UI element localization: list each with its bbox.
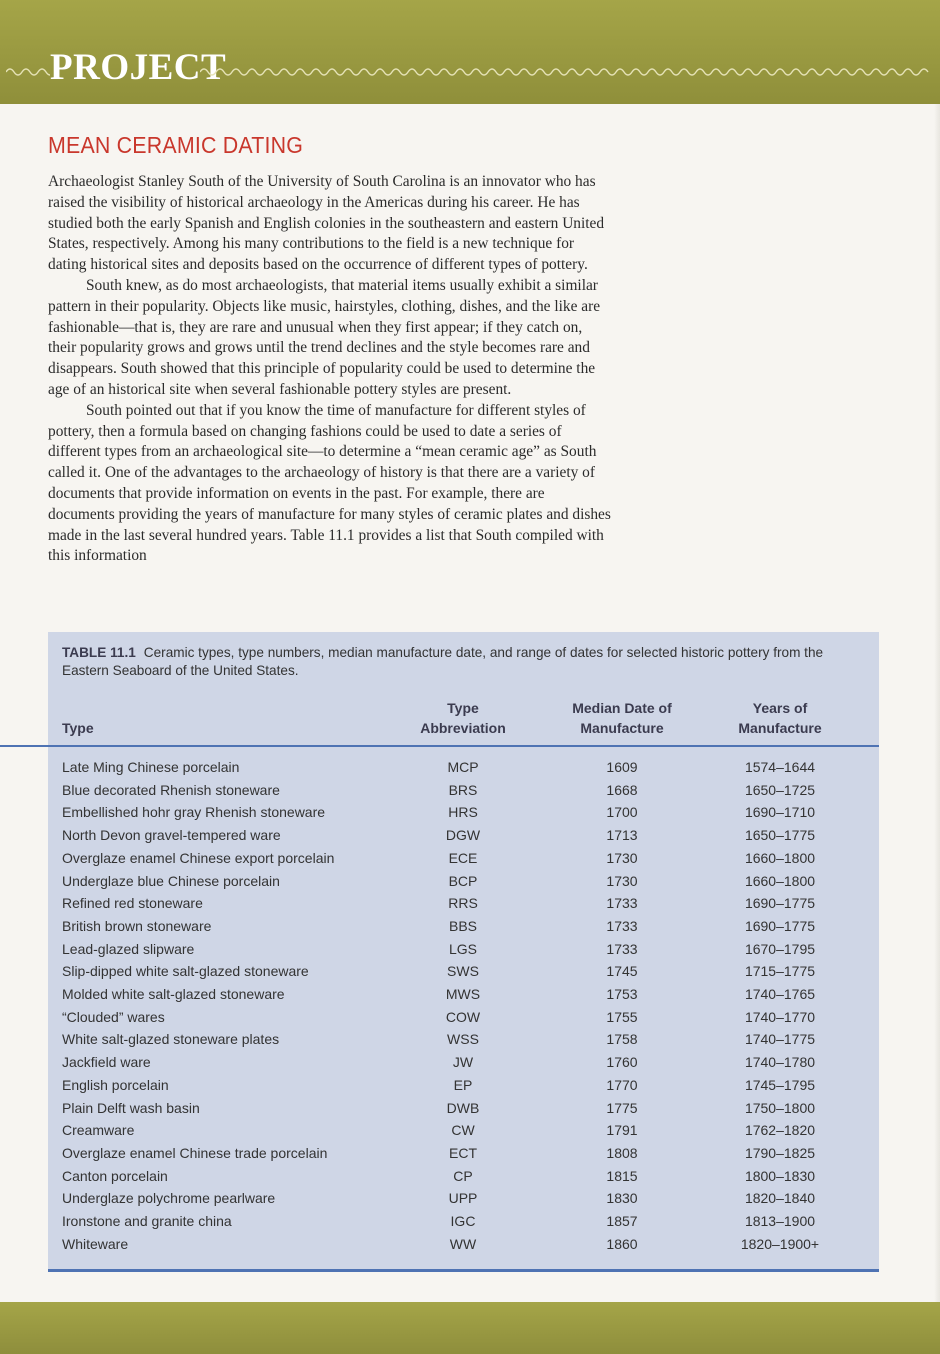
cell-median-date: 1755: [606, 1008, 638, 1025]
cell-years: 1660–1800: [744, 872, 816, 889]
cell-type: Jackfield ware: [62, 1054, 151, 1071]
table-bottom-rule: [48, 1269, 879, 1272]
cell-years: 1813–1900: [744, 1213, 816, 1229]
paragraph-1: Archaeologist Stanley South of the University of South Carolina is an innovator who has raised the visibility of historical archaeology in the Americas during his career. He has studied both the early Spanish and English colonies in the southeastern and eastern United States, respectively. Among his many contributions to the field is a new technique for dating historical sites and deposits based on the occurrence of different types of pottery.: [48, 173, 605, 274]
cell-abbreviation: BRS: [448, 781, 478, 798]
cell-years: 1740–1770: [744, 1008, 816, 1025]
cell-type: White salt-glazed stoneware plates: [62, 1031, 280, 1048]
cell-median-date: 1713: [606, 827, 638, 844]
table-row: [62, 960, 862, 982]
cell-years: 1745–1795: [744, 1076, 816, 1093]
cell-type: Molded white salt-glazed stoneware: [62, 986, 285, 1002]
table-row: [62, 756, 862, 778]
table-row: [62, 1165, 862, 1187]
cell-median-date: 1758: [606, 1031, 638, 1048]
header-abbreviation-line2: Abbreviation: [420, 720, 506, 736]
table-row: [62, 1006, 862, 1028]
cell-abbreviation: BBS: [448, 917, 477, 934]
cell-median-date: 1745: [606, 963, 638, 980]
cell-abbreviation: ECT: [449, 1144, 477, 1161]
header-band: [0, 0, 940, 104]
header-years-line1: Years of: [752, 700, 808, 716]
table-row: [62, 847, 862, 869]
cell-type: Refined red stoneware: [62, 895, 203, 912]
cell-median-date: 1700: [606, 804, 638, 821]
table-row: [62, 1119, 862, 1141]
cell-type: Creamware: [62, 1122, 135, 1139]
cell-abbreviation: BCP: [448, 872, 478, 889]
cell-abbreviation: HRS: [448, 804, 478, 821]
cell-abbreviation: CP: [453, 1167, 473, 1184]
cell-abbreviation: JW: [452, 1054, 474, 1071]
cell-type: Ironstone and granite china: [62, 1213, 232, 1229]
cell-years: 1762–1820: [744, 1122, 816, 1139]
cell-abbreviation: SWS: [447, 963, 479, 980]
cell-years: 1820–1840: [744, 1190, 816, 1207]
table-row: [62, 938, 862, 960]
cell-abbreviation: COW: [445, 1008, 481, 1025]
table-row: [62, 1097, 862, 1119]
cell-type: Canton porcelain: [62, 1167, 168, 1184]
cell-median-date: 1770: [606, 1076, 638, 1093]
cell-median-date: 1830: [606, 1190, 638, 1207]
table-row: [62, 983, 862, 1005]
footer-band: [0, 1302, 940, 1354]
cell-years: 1820–1900+: [740, 1235, 820, 1252]
cell-abbreviation: RRS: [448, 895, 478, 912]
table-row: [62, 1233, 862, 1255]
cell-median-date: 1857: [606, 1213, 638, 1229]
cell-abbreviation: WSS: [447, 1031, 479, 1048]
cell-abbreviation: DGW: [445, 827, 481, 844]
paragraph-2: South knew, as do most archaeologists, that material items usually exhibit a similar pattern in their popularity. Objects like music, hairstyles, clothing, dishes, and the like are fashionable—that is, they are rare and unusual when they first appear; if they catch on, their popularity grows and grows until the trend declines and the style becomes rare and disappears. South showed that this principle of popularity could be used to determine the age of an historical site when several fashionable pottery styles are present.: [48, 276, 601, 398]
cell-median-date: 1815: [606, 1167, 638, 1184]
table-caption-text: Ceramic types, type numbers, median manufacture date, and range of dates for selected historic pottery from the Eastern Seaboard of the United States.: [62, 645, 824, 678]
table-row: [62, 779, 862, 801]
table-row: [62, 892, 862, 914]
cell-years: 1800–1830: [744, 1167, 816, 1184]
cell-type: Slip-dipped white salt-glazed stoneware: [62, 963, 309, 980]
header-years-line2: Manufacture: [738, 720, 822, 736]
cell-type: English porcelain: [62, 1076, 169, 1093]
cell-abbreviation: MCP: [447, 759, 479, 775]
cell-type: North Devon gravel-tempered ware: [62, 827, 281, 844]
cell-abbreviation: UPP: [448, 1190, 478, 1207]
cell-years: 1660–1800: [744, 849, 816, 866]
cell-median-date: 1609: [606, 759, 638, 775]
cell-type: Late Ming Chinese porcelain: [62, 759, 240, 775]
cell-years: 1750–1800: [744, 1099, 816, 1116]
table-row: [62, 824, 862, 846]
cell-type: Overglaze enamel Chinese export porcelain: [62, 849, 335, 866]
cell-median-date: 1760: [606, 1054, 638, 1071]
article-title: MEAN CERAMIC DATING: [48, 132, 304, 158]
cell-median-date: 1668: [606, 781, 638, 798]
table-label: TABLE 11.1: [62, 645, 136, 660]
table-row: [62, 915, 862, 937]
cell-abbreviation: DWB: [446, 1099, 480, 1116]
page-edge-shadow: [934, 104, 940, 1302]
table-caption: [62, 644, 862, 680]
table-row: [62, 1051, 862, 1073]
cell-type: Underglaze blue Chinese porcelain: [62, 872, 280, 889]
cell-years: 1650–1775: [744, 827, 816, 844]
cell-median-date: 1733: [606, 940, 638, 957]
cell-type: Lead-glazed slipware: [62, 940, 195, 957]
cell-type: Embellished hohr gray Rhenish stoneware: [62, 804, 326, 821]
cell-years: 1690–1775: [744, 895, 816, 912]
cell-years: 1740–1765: [744, 986, 816, 1002]
cell-years: 1790–1825: [744, 1144, 816, 1161]
header-squiggle-left: [6, 60, 50, 80]
cell-type: British brown stoneware: [62, 917, 212, 934]
cell-type: Whiteware: [62, 1235, 129, 1252]
cell-years: 1740–1780: [744, 1054, 816, 1071]
cell-years: 1690–1775: [744, 917, 816, 934]
cell-years: 1650–1725: [744, 781, 816, 798]
article-body: [48, 172, 614, 567]
table-row: [62, 801, 862, 823]
cell-years: 1715–1775: [744, 963, 816, 980]
cell-years: 1740–1775: [744, 1031, 816, 1048]
cell-median-date: 1730: [606, 872, 638, 889]
cell-median-date: 1860: [606, 1235, 638, 1252]
cell-abbreviation: EP: [453, 1076, 473, 1093]
table-row: [62, 1210, 862, 1232]
table-row: [62, 1187, 862, 1209]
cell-median-date: 1753: [606, 986, 638, 1002]
cell-abbreviation: CW: [451, 1122, 475, 1139]
section-label: PROJECT: [50, 47, 227, 88]
cell-median-date: 1733: [606, 917, 638, 934]
cell-median-date: 1733: [606, 895, 638, 912]
table-row: [62, 1028, 862, 1050]
header-median-line2: Manufacture: [580, 720, 664, 736]
cell-abbreviation: WW: [449, 1235, 477, 1252]
header-type: Type: [62, 720, 94, 736]
cell-abbreviation: IGC: [450, 1213, 476, 1229]
cell-years: 1574–1644: [744, 759, 816, 775]
cell-years: 1670–1795: [744, 940, 816, 957]
table-row: [62, 1142, 862, 1164]
header-squiggle-right: [200, 60, 932, 80]
table-row: [62, 1074, 862, 1096]
cell-abbreviation: MWS: [445, 986, 481, 1002]
cell-median-date: 1791: [606, 1122, 638, 1139]
cell-median-date: 1775: [606, 1099, 638, 1116]
cell-type: “Clouded” wares: [62, 1008, 165, 1025]
cell-abbreviation: ECE: [448, 849, 478, 866]
header-median-line1: Median Date of: [572, 700, 672, 716]
paragraph-3: South pointed out that if you know the time of manufacture for different styles of pottery, then a formula based on changing fashions could be used to date a series of different types from an archaeological site—to determine a “mean ceramic age” as South called it. One of the advantages to the archaeology of history is that there are a variety of documents that provide information on events in the past. For example, there are documents providing the years of manufacture for many styles of ceramic plates and dishes made in the last several hundred years. Table 11.1 provides a list that South compiled with this information: [48, 401, 611, 565]
table-header-rule: [0, 745, 879, 747]
cell-years: 1690–1710: [744, 804, 816, 821]
table-row: [62, 870, 862, 892]
cell-type: Plain Delft wash basin: [62, 1099, 200, 1116]
cell-median-date: 1808: [606, 1144, 638, 1161]
cell-type: Blue decorated Rhenish stoneware: [62, 781, 280, 798]
cell-median-date: 1730: [606, 849, 638, 866]
cell-type: Overglaze enamel Chinese trade porcelain: [62, 1144, 328, 1161]
cell-type: Underglaze polychrome pearlware: [62, 1190, 276, 1207]
cell-abbreviation: LGS: [448, 940, 477, 957]
header-abbreviation-line1: Type: [447, 700, 479, 716]
